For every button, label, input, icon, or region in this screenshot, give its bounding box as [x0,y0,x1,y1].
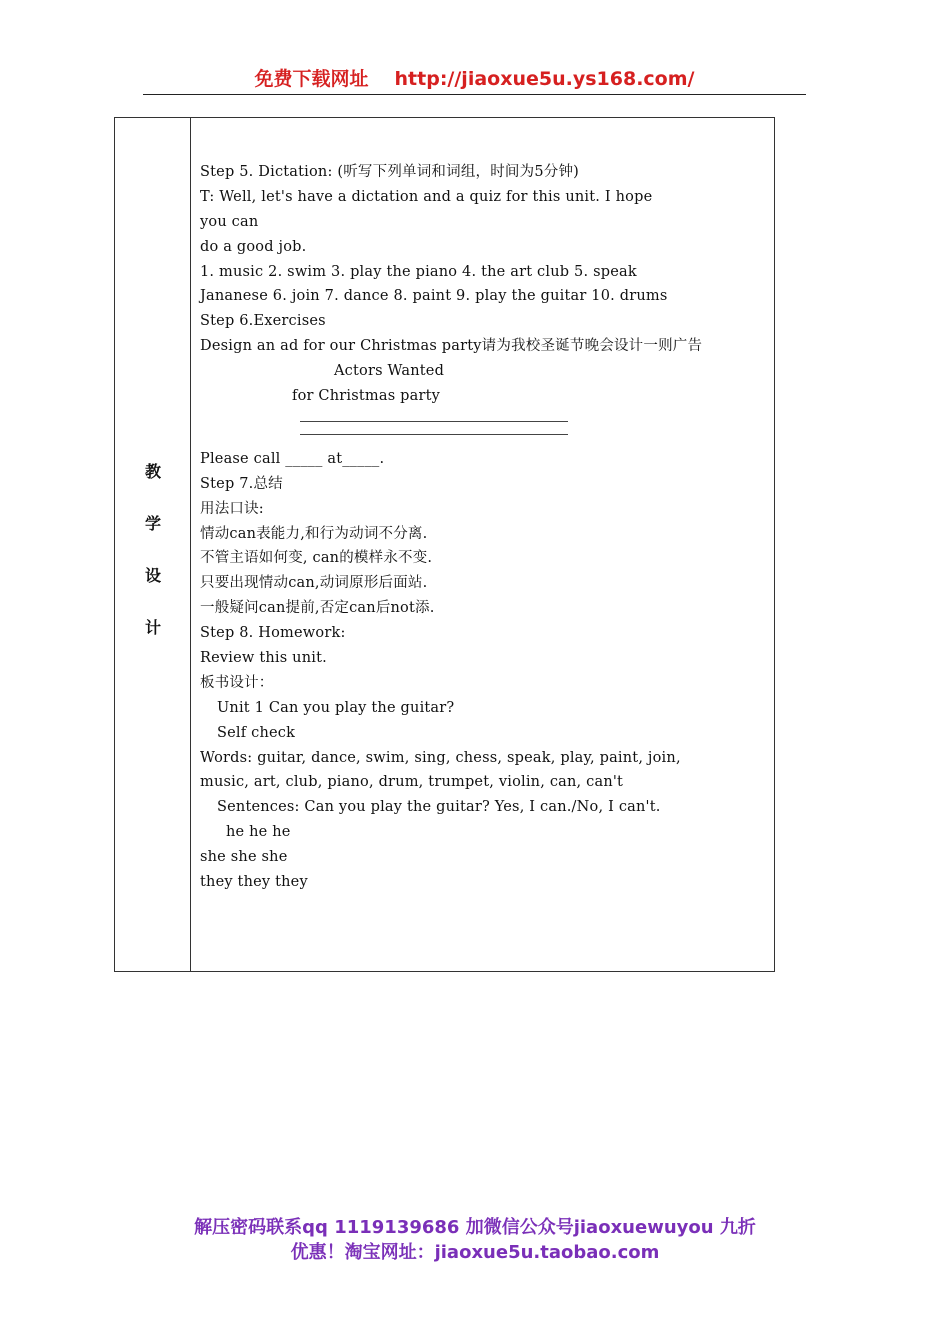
rhyme-line: 只要出现情动can,动词原形后面站. [200,575,428,592]
step6-task: Design an ad for our Christmas party请为我校圣诞节晚会设计一则广告 [200,338,703,355]
lesson-table [114,117,775,972]
left-column [115,118,191,971]
board-words: Words: guitar, dance, swim, sing, chess, speak, play, paint, join, [200,749,681,766]
left-label-char: 计 [144,618,161,637]
step8-title: Step 8. Homework: [200,625,346,642]
rhyme-line: 情动can表能力,和行为动词不分离. [200,525,428,542]
left-label-char: 学 [144,514,161,533]
homework-text: Review this unit. [200,650,327,667]
ad-subtitle: for Christmas party [292,388,441,405]
step6-title: Step 6.Exercises [200,313,326,330]
ad-call: Please call _____ at_____. [200,450,385,467]
footer-line: 解压密码联系qq 1119139686 加微信公众号jiaoxuewuyou 九折 [194,1217,756,1238]
board-self-check: Self check [217,724,296,741]
step5-text: you can [200,213,259,230]
rhyme-line: 一般疑问can提前,否定can后not添. [200,600,435,617]
left-label-char: 设 [144,566,161,585]
header-url[interactable]: http://jiaoxue5u.ys168.com/ [394,68,695,90]
board-unit: Unit 1 Can you play the guitar? [217,699,455,716]
board-sentences: Sentences: Can you play the guitar? Yes, I can./No, I can't. [217,799,661,816]
left-label-char: 教 [144,462,161,481]
dictation-words: Jananese 6. join 7. dance 8. paint 9. play the guitar 10. drums [200,288,668,305]
step5-title: Step 5. Dictation: (听写下列单词和词组，时间为5分钟) [200,164,579,180]
ad-title: Actors Wanted [334,363,445,380]
board-title: 板书设计： [200,674,274,691]
footer-line: 优惠！淘宝网址：jiaoxue5u.taobao.com [290,1242,660,1263]
board-words: music, art, club, piano, drum, trumpet, violin, can, can't [200,774,624,791]
rhyme-title: 用法口诀: [200,500,264,517]
step5-text: do a good job. [200,238,307,255]
header-label: 免费下载网址 [254,68,369,90]
step5-text: T: Well, let's have a dictation and a quiz for this unit. I hope [200,188,653,205]
rhyme-line: 不管主语如何变, can的模样永不变. [200,550,433,567]
board-pronoun: she she she [200,849,288,866]
board-pronoun: they they they [200,874,308,891]
dictation-words: 1. music 2. swim 3. play the piano 4. the art club 5. speak [200,263,637,280]
board-pronoun: he he he [226,824,291,841]
step7-title: Step 7.总结 [200,475,283,492]
ad-blank-line [300,409,568,422]
ad-blank-line [300,422,568,435]
lesson-content [200,160,770,895]
page-header [143,66,806,95]
